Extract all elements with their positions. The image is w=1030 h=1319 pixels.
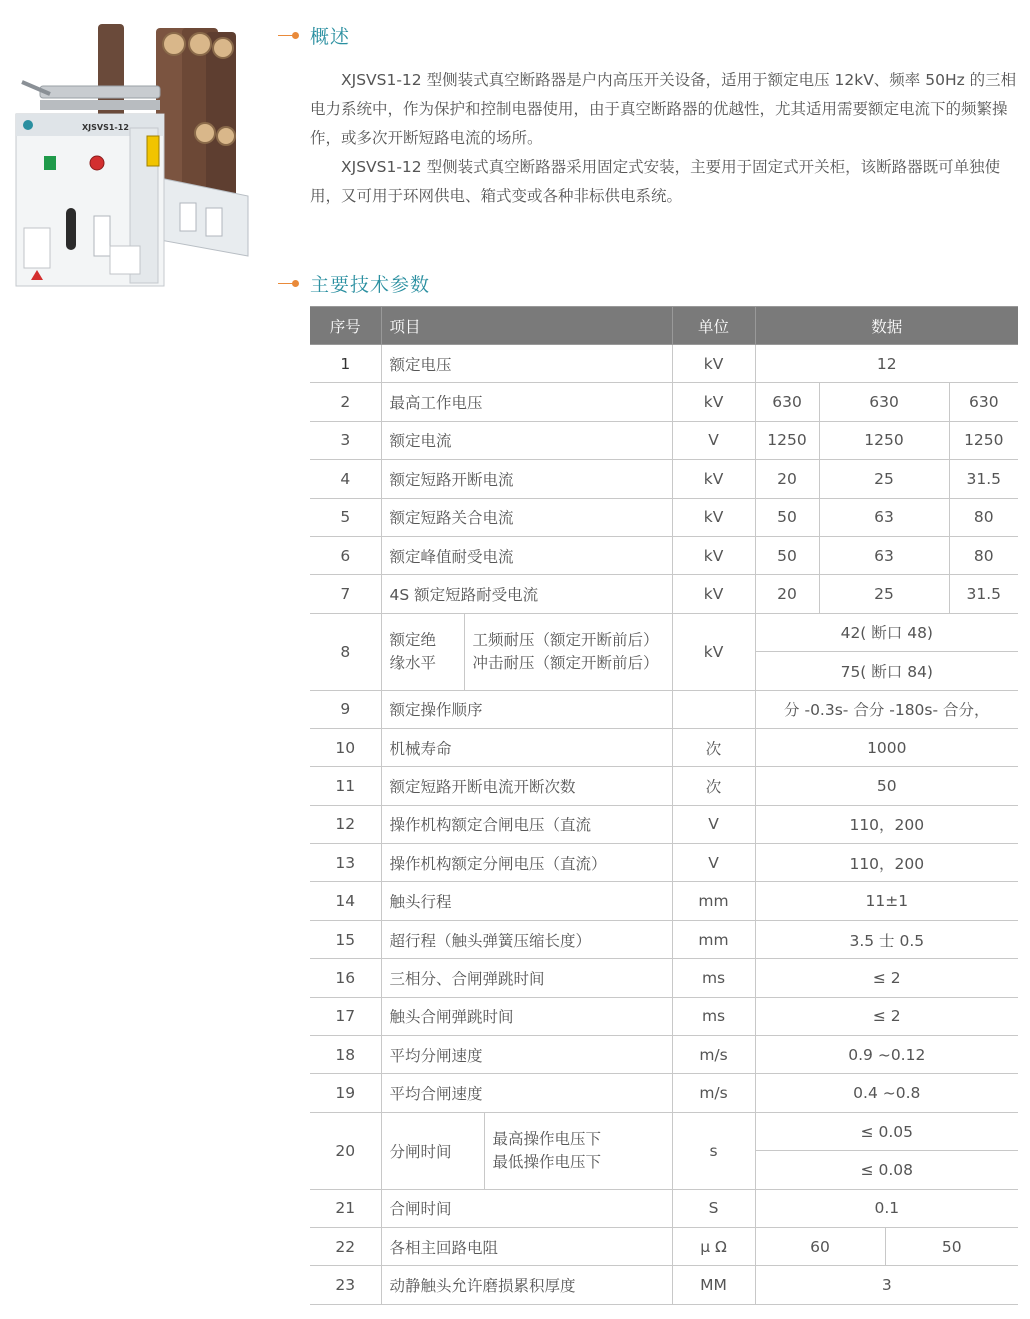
row-no: 12 (310, 805, 381, 843)
header-data: 数据 (755, 307, 1018, 345)
row-value: 20 (755, 460, 819, 498)
row-value: 110，200 (755, 844, 1018, 882)
row-unit: kV (672, 613, 755, 690)
header-unit: 单位 (672, 307, 755, 345)
row-item (381, 613, 464, 690)
row-no: 20 (310, 1112, 381, 1189)
row-no: 23 (310, 1266, 381, 1304)
row-item: 额定峰值耐受电流 (381, 536, 672, 574)
table-row (310, 613, 1018, 651)
table-row (310, 997, 1018, 1035)
row-value: ≤ 0.08 (755, 1151, 1018, 1189)
row-value: 50 (755, 767, 1018, 805)
row-no: 10 (310, 728, 381, 766)
row-no: 8 (310, 613, 381, 690)
row-unit: kV (672, 383, 755, 421)
row-item-line: 额定绝 (389, 630, 437, 649)
row-value: ≤ 0.05 (755, 1112, 1018, 1150)
row-item: 操作机构额定合闸电压（直流 (381, 805, 672, 843)
section-marker-icon (278, 29, 304, 43)
row-unit: ms (672, 997, 755, 1035)
row-unit: mm (672, 920, 755, 958)
row-subitem-line: 工频耐压（额定开断前后） (472, 630, 659, 649)
row-unit: V (672, 805, 755, 843)
row-no: 3 (310, 421, 381, 459)
row-no: 7 (310, 575, 381, 613)
table-row (310, 920, 1018, 958)
row-value: 12 (755, 345, 1018, 383)
row-value: 31.5 (949, 575, 1018, 613)
row-unit (672, 690, 755, 728)
row-no: 2 (310, 383, 381, 421)
row-subitem-line: 最低操作电压下 (492, 1152, 602, 1171)
table-row (310, 690, 1018, 728)
row-value: 630 (949, 383, 1018, 421)
row-unit: 次 (672, 728, 755, 766)
header-no: 序号 (310, 307, 381, 345)
row-item: 额定电压 (381, 345, 672, 383)
close-button-icon (44, 156, 56, 170)
overview-text (310, 66, 1022, 211)
table-row (310, 959, 1018, 997)
row-value: 50 (755, 498, 819, 536)
table-row (310, 844, 1018, 882)
model-label: XJSVS1-12 (82, 123, 129, 132)
row-item: 三相分、合闸弹跳时间 (381, 959, 672, 997)
row-subitem (464, 613, 672, 690)
row-no: 22 (310, 1227, 381, 1265)
row-unit: m/s (672, 1036, 755, 1074)
row-item: 额定短路开断电流开断次数 (381, 767, 672, 805)
row-no: 1 (310, 345, 381, 383)
row-subitem-line: 最高操作电压下 (492, 1129, 602, 1148)
table-row (310, 882, 1018, 920)
row-value: 分 -0.3s- 合分 -180s- 合分， (755, 690, 1018, 728)
overview-heading (278, 22, 350, 49)
row-item: 操作机构额定分闸电压（直流） (381, 844, 672, 882)
row-item: 各相主回路电阻 (381, 1227, 672, 1265)
table-row (310, 498, 1018, 536)
open-button-icon (90, 156, 104, 170)
row-item: 触头合闸弹跳时间 (381, 997, 672, 1035)
table-row (310, 383, 1018, 421)
header-item: 项目 (381, 307, 672, 345)
row-unit: kV (672, 536, 755, 574)
row-unit: V (672, 844, 755, 882)
row-value: 50 (885, 1227, 1018, 1265)
row-value: 25 (819, 575, 949, 613)
specs-table (310, 306, 1018, 1305)
table-row (310, 1036, 1018, 1074)
row-value: 0.4 ~0.8 (755, 1074, 1018, 1112)
row-unit: m/s (672, 1074, 755, 1112)
row-no: 13 (310, 844, 381, 882)
row-unit: kV (672, 498, 755, 536)
row-item: 触头行程 (381, 882, 672, 920)
row-no: 17 (310, 997, 381, 1035)
row-unit: kV (672, 460, 755, 498)
row-item: 平均分闸速度 (381, 1036, 672, 1074)
row-value: 0.1 (755, 1189, 1018, 1227)
row-unit: kV (672, 575, 755, 613)
brand-logo-icon (23, 120, 33, 130)
row-value: 31.5 (949, 460, 1018, 498)
row-value: 3 (755, 1266, 1018, 1304)
row-no: 16 (310, 959, 381, 997)
row-item: 额定电流 (381, 421, 672, 459)
row-no: 19 (310, 1074, 381, 1112)
row-no: 6 (310, 536, 381, 574)
row-value: 50 (755, 536, 819, 574)
row-no: 4 (310, 460, 381, 498)
row-value: ≤ 2 (755, 959, 1018, 997)
row-value: 75( 断口 84) (755, 652, 1018, 690)
row-no: 9 (310, 690, 381, 728)
row-value: ≤ 2 (755, 997, 1018, 1035)
table-row (310, 460, 1018, 498)
table-row (310, 1227, 1018, 1265)
row-value: 110，200 (755, 805, 1018, 843)
row-item: 合闸时间 (381, 1189, 672, 1227)
row-item: 额定操作顺序 (381, 690, 672, 728)
table-row (310, 345, 1018, 383)
row-no: 5 (310, 498, 381, 536)
row-value: 3.5 士 0.5 (755, 920, 1018, 958)
overview-paragraph: XJSVS1-12 型侧装式真空断路器采用固定式安装，主要用于固定式开关柜，该断路器既可单独使用，又可用于环网供电、箱式变或各种非标供电系统。 (310, 158, 1001, 205)
row-value: 42( 断口 48) (755, 613, 1018, 651)
row-item: 额定短路关合电流 (381, 498, 672, 536)
row-no: 18 (310, 1036, 381, 1074)
row-unit: ms (672, 959, 755, 997)
row-unit: V (672, 421, 755, 459)
row-item: 动静触头允许磨损累积厚度 (381, 1266, 672, 1304)
row-value: 25 (819, 460, 949, 498)
overview-paragraph: XJSVS1-12 型侧装式真空断路器是户内高压开关设备，适用于额定电压 12kV、频率 50Hz 的三相电力系统中，作为保护和控制电器使用，由于真空断路器的优越性，尤其适用需要额定电流下的频繁操作，或多次开断短路电流的场所。 (310, 71, 1017, 147)
row-value: 1250 (819, 421, 949, 459)
row-value: 60 (755, 1227, 885, 1265)
row-no: 14 (310, 882, 381, 920)
row-value: 11±1 (755, 882, 1018, 920)
row-item: 最高工作电压 (381, 383, 672, 421)
overview-title: 概述 (310, 26, 351, 48)
row-value: 0.9 ~0.12 (755, 1036, 1018, 1074)
table-row (310, 1112, 1018, 1150)
row-unit: MM (672, 1266, 755, 1304)
row-unit: mm (672, 882, 755, 920)
row-item: 机械寿命 (381, 728, 672, 766)
row-item: 4S 额定短路耐受电流 (381, 575, 672, 613)
row-unit: S (672, 1189, 755, 1227)
section-marker-icon (278, 277, 304, 291)
table-row (310, 1266, 1018, 1304)
product-image (10, 18, 250, 293)
row-item: 超行程（触头弹簧压缩长度） (381, 920, 672, 958)
row-value: 1250 (949, 421, 1018, 459)
row-value: 1250 (755, 421, 819, 459)
row-value: 630 (819, 383, 949, 421)
row-value: 63 (819, 536, 949, 574)
row-item: 分闸时间 (381, 1112, 484, 1189)
table-row (310, 728, 1018, 766)
row-no: 11 (310, 767, 381, 805)
row-item-line: 缘水平 (389, 653, 437, 672)
row-subitem (484, 1112, 672, 1189)
row-item: 额定短路开断电流 (381, 460, 672, 498)
table-row (310, 767, 1018, 805)
row-value: 630 (755, 383, 819, 421)
row-subitem-line: 冲击耐压（额定开断前后） (472, 653, 659, 672)
table-header-row (310, 307, 1018, 345)
row-value: 63 (819, 498, 949, 536)
row-value: 80 (949, 498, 1018, 536)
row-unit: μ Ω (672, 1227, 755, 1265)
row-value: 80 (949, 536, 1018, 574)
row-unit: s (672, 1112, 755, 1189)
table-row (310, 575, 1018, 613)
row-item: 平均合闸速度 (381, 1074, 672, 1112)
row-unit: 次 (672, 767, 755, 805)
row-no: 21 (310, 1189, 381, 1227)
table-row (310, 1074, 1018, 1112)
table-row (310, 536, 1018, 574)
row-value: 20 (755, 575, 819, 613)
row-value: 1000 (755, 728, 1018, 766)
table-row (310, 421, 1018, 459)
row-unit: kV (672, 345, 755, 383)
specs-heading (278, 270, 430, 297)
specs-title: 主要技术参数 (310, 274, 431, 296)
table-row (310, 1189, 1018, 1227)
table-row (310, 805, 1018, 843)
row-no: 15 (310, 920, 381, 958)
